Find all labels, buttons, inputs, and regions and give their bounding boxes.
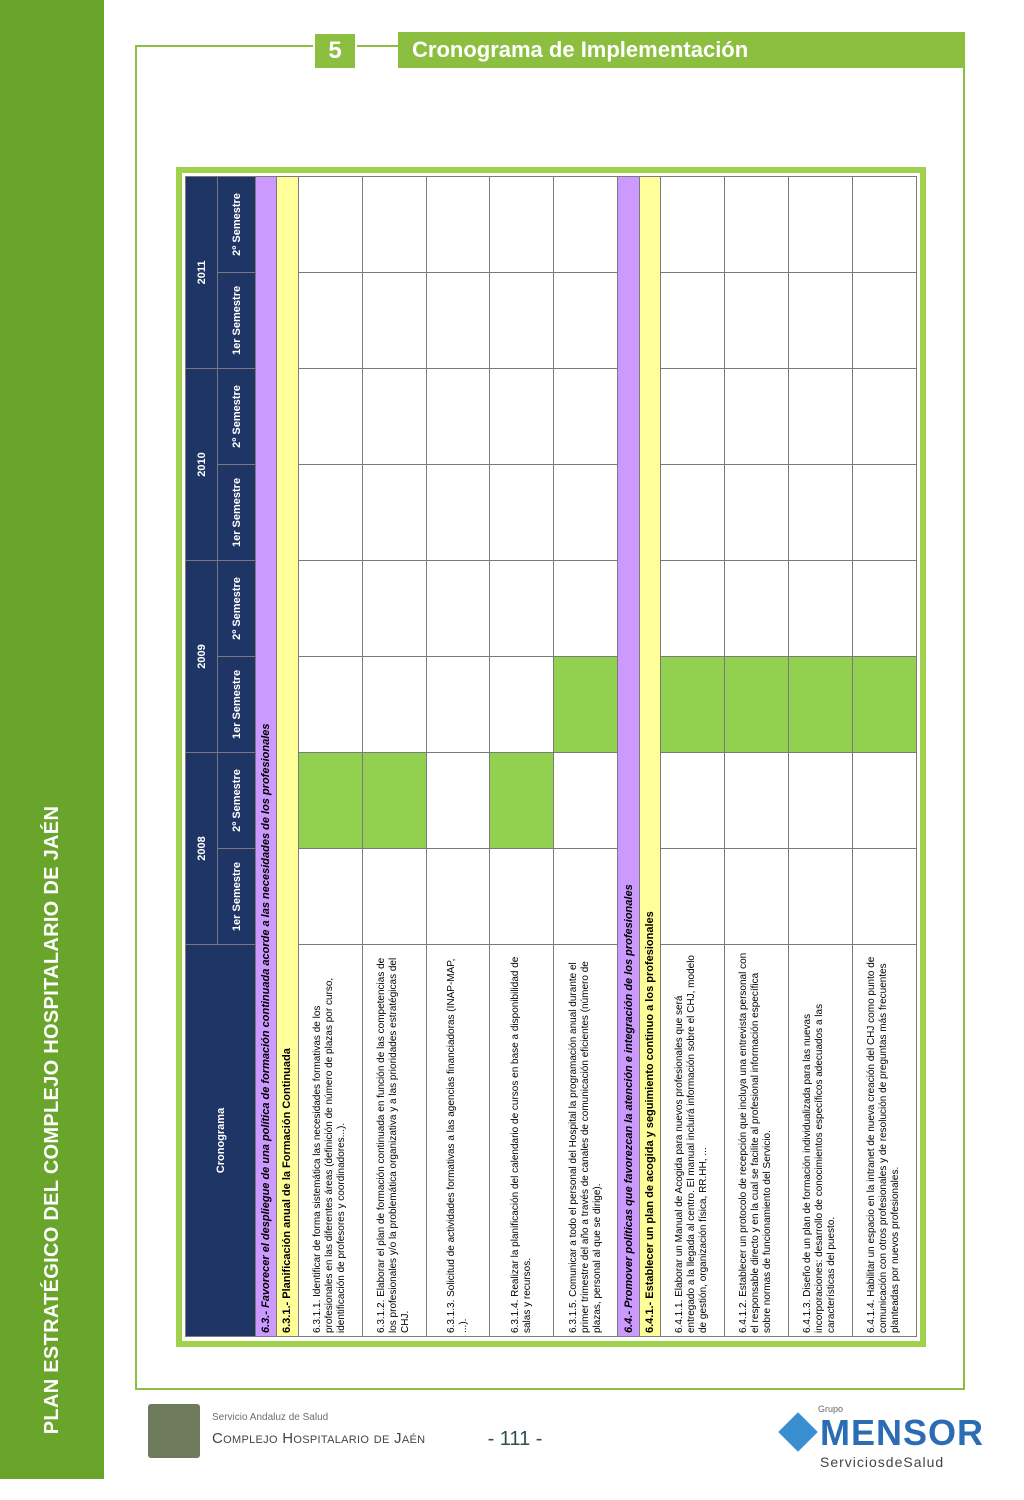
objective-text: 6.3.- Favorecer el despliegue de una política de formación continuada acorde a las necesidades de los profesionales — [256, 176, 277, 1336]
action-text: 6.4.1.4. Habilitar un espacio en la intranet de nueva creación del CHJ como punto de comunicación con otros profesionales y de resolución de preguntas más frecuentes planteadas por nuevos profesionales. — [852, 945, 916, 1337]
schedule-cell-filled — [490, 752, 554, 848]
schedule-cell — [554, 272, 618, 368]
schedule-cell-filled — [362, 752, 426, 848]
schedule-cell — [426, 368, 490, 464]
schedule-cell — [724, 368, 788, 464]
line-text: 6.3.1.- Planificación anual de la Formación Continuada — [277, 176, 298, 1336]
schedule-cell — [426, 176, 490, 272]
schedule-cell — [298, 176, 362, 272]
schedule-cell — [724, 560, 788, 656]
schedule-cell — [490, 849, 554, 945]
mensor-logo — [784, 1404, 985, 1470]
header-year: 2009 — [186, 560, 218, 752]
schedule-cell — [852, 176, 916, 272]
schedule-cell — [852, 368, 916, 464]
schedule-cell — [852, 560, 916, 656]
sas-logo — [148, 1404, 426, 1462]
schedule-cell — [661, 849, 725, 945]
page-number: - 111 - — [487, 1428, 543, 1450]
schedule-cell — [852, 464, 916, 560]
document-title: PLAN ESTRATÉGICO DEL COMPLEJO HOSPITALARIO DE JAÉN — [41, 805, 63, 1435]
schedule-cell — [788, 272, 852, 368]
header-year: 2011 — [186, 176, 218, 368]
schedule-cell — [490, 464, 554, 560]
schedule-cell-filled — [788, 656, 852, 752]
schedule-cell — [362, 272, 426, 368]
action-row — [298, 176, 362, 1336]
section-title: Cronograma de Implementación — [398, 32, 965, 68]
sas-name: Servicio Andaluz de Salud — [212, 1412, 329, 1423]
action-text: 6.3.1.2. Elaborar el plan de formación continuada en función de las competencias de los profesionales y/o la problemática organizativa y a las prioridades estratégicas del CHJ. — [362, 945, 426, 1337]
rotated-table — [185, 177, 917, 1337]
table-body — [256, 176, 917, 1336]
header-semester: 2º Semestre — [218, 560, 256, 656]
header-semester: 2º Semestre — [218, 176, 256, 272]
header-semester: 2º Semestre — [218, 752, 256, 848]
schedule-cell — [788, 560, 852, 656]
mensor-mark-icon — [778, 1412, 818, 1452]
schedule-cell-filled — [852, 656, 916, 752]
schedule-cell — [661, 464, 725, 560]
header-cronograma: Cronograma — [186, 945, 256, 1337]
schedule-cell-filled — [724, 656, 788, 752]
header-semester: 1er Semestre — [218, 656, 256, 752]
action-row — [490, 176, 554, 1336]
schedule-cell — [426, 752, 490, 848]
action-text: 6.3.1.5. Comunicar a todo el personal del Hospital la programación anual durante el primer trimestre del año a través de canales de comunicación eficientes (número de plazas, personal al que se dirige). — [554, 945, 618, 1337]
action-text: 6.3.1.1. Identificar de forma sistemática las necesidades formativas de los profesionales en las diferentes áreas (definición de número de plazas por curso, identificación de profesores y coordinadores...). — [298, 945, 362, 1337]
schedule-cell — [724, 752, 788, 848]
action-text: 6.4.1.2. Establecer un protocolo de recepción que incluya una entrevista personal con el responsable directo y en la cual se facilite al profesional información específica sobre normas de funcionamiento del Servicio. — [724, 945, 788, 1337]
header-semester: 1er Semestre — [218, 464, 256, 560]
action-row — [661, 176, 725, 1336]
schedule-cell — [426, 464, 490, 560]
schedule-cell — [554, 560, 618, 656]
line-row — [639, 176, 660, 1336]
schedule-cell — [298, 560, 362, 656]
schedule-cell — [362, 849, 426, 945]
objective-text: 6.4.- Promover políticas que favorezcan la atención e integración de los profesionales — [618, 176, 639, 1336]
schedule-cell — [362, 656, 426, 752]
schedule-cell — [298, 464, 362, 560]
schedule-cell — [554, 368, 618, 464]
schedule-table — [185, 176, 917, 1337]
schedule-cell — [362, 368, 426, 464]
schedule-cell — [426, 272, 490, 368]
schedule-cell — [852, 272, 916, 368]
schedule-cell — [554, 176, 618, 272]
mensor-subtitle: ServiciosdeSalud — [820, 1454, 945, 1470]
schedule-table-container — [182, 173, 920, 1341]
line-row — [277, 176, 298, 1336]
schedule-cell — [554, 849, 618, 945]
schedule-cell — [554, 752, 618, 848]
schedule-cell — [490, 560, 554, 656]
schedule-cell — [490, 368, 554, 464]
junta-emblem-icon — [148, 1404, 200, 1458]
schedule-cell — [724, 272, 788, 368]
schedule-cell — [490, 656, 554, 752]
objective-row — [256, 176, 277, 1336]
mensor-grupo: Grupo — [818, 1404, 844, 1414]
action-row — [852, 176, 916, 1336]
line-text: 6.4.1.- Establecer un plan de acogida y seguimiento continuo a los profesionales — [639, 176, 660, 1336]
objective-row — [618, 176, 639, 1336]
schedule-cell — [852, 849, 916, 945]
schedule-cell — [788, 849, 852, 945]
action-text: 6.4.1.3. Diseño de un plan de formación individualizada para las nuevas incorporaciones: desarrollo de conocimientos específicos adecuados a las características del puesto. — [788, 945, 852, 1337]
action-row — [788, 176, 852, 1336]
action-row — [362, 176, 426, 1336]
schedule-cell — [788, 752, 852, 848]
schedule-cell — [298, 656, 362, 752]
schedule-cell — [661, 368, 725, 464]
schedule-cell — [661, 272, 725, 368]
action-row — [554, 176, 618, 1336]
schedule-cell — [724, 176, 788, 272]
schedule-cell-filled — [298, 752, 362, 848]
hospital-name: Complejo Hospitalario de Jaén — [212, 1430, 426, 1447]
schedule-cell — [788, 176, 852, 272]
section-number: 5 — [313, 32, 357, 70]
side-band — [0, 0, 104, 1479]
action-text: 6.3.1.3. Solicitud de actividades formativas a las agencias financiadoras (INAP-MAP, ...). — [426, 945, 490, 1337]
schedule-cell — [426, 656, 490, 752]
schedule-cell — [426, 560, 490, 656]
schedule-cell-filled — [661, 656, 725, 752]
action-row — [426, 176, 490, 1336]
action-text: 6.3.1.4. Realizar la planificación del calendario de cursos en base a disponibilidad de salas y recursos. — [490, 945, 554, 1337]
header-year: 2008 — [186, 752, 218, 944]
action-row — [724, 176, 788, 1336]
schedule-cell — [724, 464, 788, 560]
schedule-cell — [490, 176, 554, 272]
schedule-cell — [724, 849, 788, 945]
schedule-cell — [490, 272, 554, 368]
schedule-cell-filled — [554, 656, 618, 752]
schedule-cell — [661, 176, 725, 272]
schedule-cell — [788, 368, 852, 464]
schedule-cell — [362, 176, 426, 272]
action-text: 6.4.1.1. Elaborar un Manual de Acogida para nuevos profesionales que será entregado a la llegada al centro. El manual incluirá información sobre el CHJ, modelo de gestión, organización física, RR.HH, ... — [661, 945, 725, 1337]
schedule-cell — [661, 560, 725, 656]
schedule-cell — [554, 464, 618, 560]
schedule-cell — [788, 464, 852, 560]
schedule-cell — [852, 752, 916, 848]
header-semester: 2º Semestre — [218, 368, 256, 464]
schedule-cell — [298, 272, 362, 368]
header-semester: 1er Semestre — [218, 849, 256, 945]
schedule-cell — [661, 752, 725, 848]
mensor-name: MENSOR — [820, 1412, 985, 1453]
header-semester: 1er Semestre — [218, 272, 256, 368]
schedule-cell — [298, 849, 362, 945]
schedule-cell — [362, 464, 426, 560]
schedule-cell — [298, 368, 362, 464]
schedule-cell — [362, 560, 426, 656]
schedule-cell — [426, 849, 490, 945]
header-year: 2010 — [186, 368, 218, 560]
